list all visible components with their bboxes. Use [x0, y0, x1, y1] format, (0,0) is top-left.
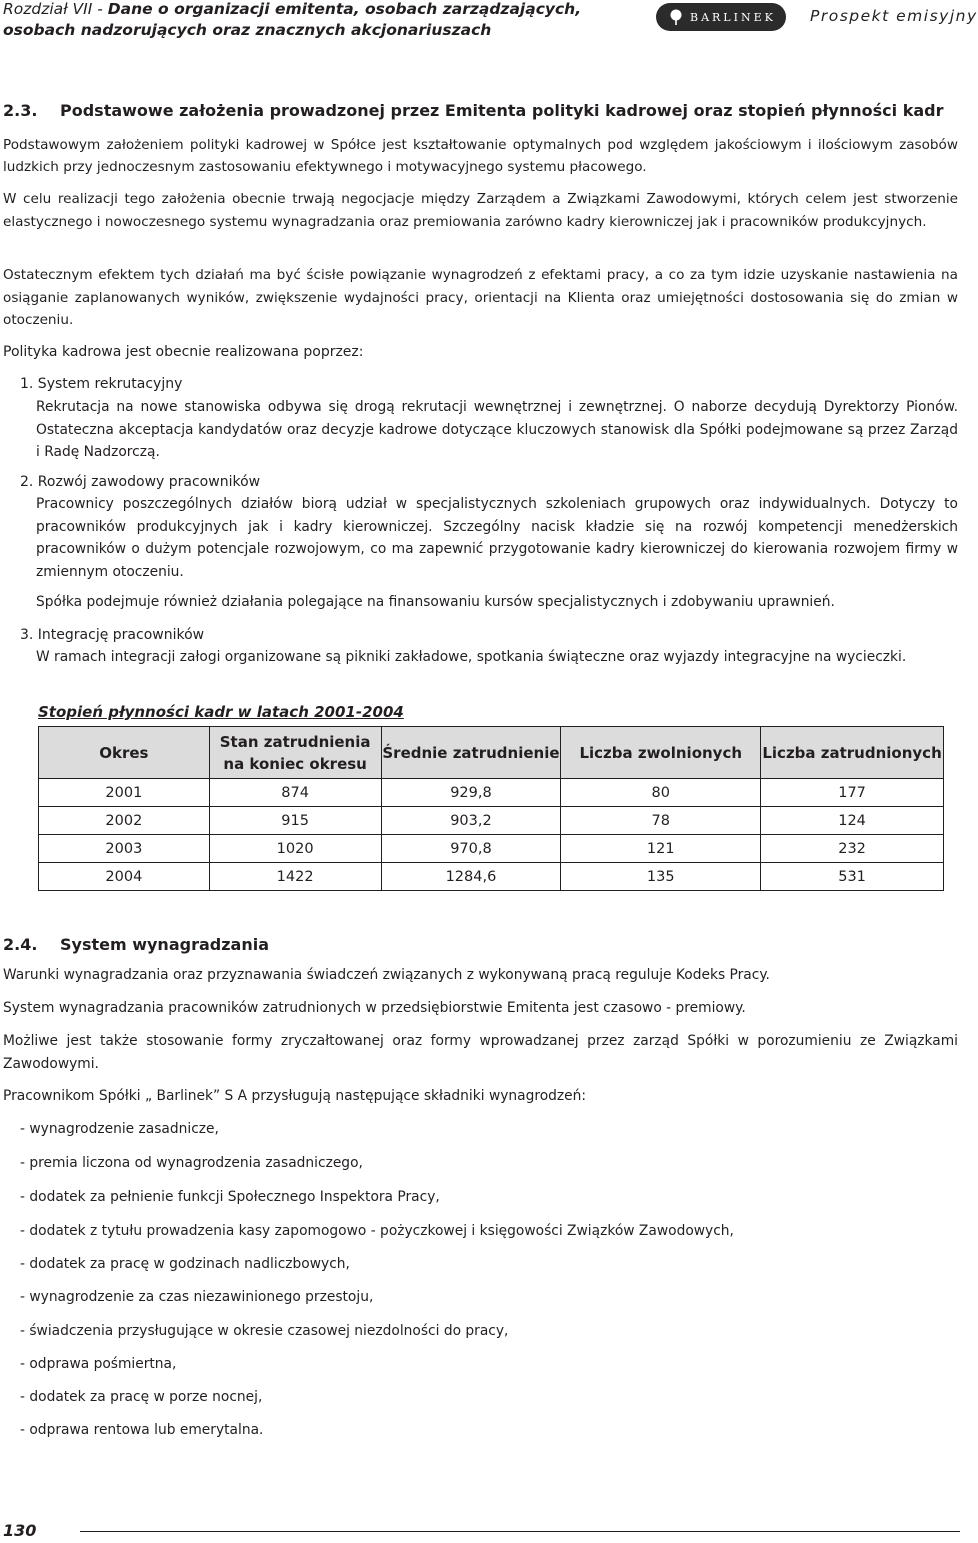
footer-divider — [80, 1531, 960, 1532]
table-row — [39, 779, 944, 807]
page-header — [0, 0, 978, 46]
paragraph: Warunki wynagradzania oraz przyznawania świadczeń związanych z wykonywaną pracą reguluje Kodeks Pracy. — [3, 967, 770, 983]
table-cell: 1284,6 — [381, 863, 561, 891]
list-item: - wynagrodzenie za czas niezawinionego przestoju, — [20, 1289, 374, 1305]
list-item: - dodatek za pracę w godzinach nadliczbowych, — [20, 1256, 350, 1272]
table-cell: 135 — [561, 863, 761, 891]
paragraph: Możliwe jest także stosowanie formy zryczałtowanej oraz formy wprowadzanej przez zarząd Spółki w porozumieniu ze Związkami Zawodowymi. — [3, 1033, 958, 1072]
section-number: 2.4. — [3, 935, 38, 954]
paragraph: Ostatecznym efektem tych działań ma być ścisłe powiązanie wynagrodzeń z efektami pracy, a co za tym idzie uzyskanie nastawienia na osiąganie zaplanowanych wyników, zwiększenie wydajności pracy, orientacji na Klienta oraz umiejętności dostosowania się do zmian w otoczeniu. — [3, 267, 958, 328]
section-title: System wynagradzania — [60, 935, 269, 954]
section-heading-2-4 — [3, 935, 269, 954]
chapter-title-line2: osobach nadzorujących oraz znacznych akcjonariuszach — [3, 21, 492, 39]
table-cell: 80 — [561, 779, 761, 807]
paragraph: Pracownicy poszczególnych działów biorą udział w specjalistycznych szkoleniach grupowych oraz indywidualnych. Dotyczy to pracowników produkcyjnych jak i kadry kierowniczej. Szczególny nacisk kładzie się na rozwój kompetencji menedżerskich pracowników o dużym potencjale rozwojowym, co ma zapewnić przygotowanie kadry kierowniczej do kierowania rozwojem firmy w zmiennym otoczeniu. — [36, 496, 958, 580]
paragraph: Spółka podejmuje również działania polegające na finansowaniu kursów specjalistycznych i zdobywaniu uprawnień. — [36, 594, 835, 610]
column-header: Liczba zwolnionych — [561, 727, 761, 779]
table-cell: 121 — [561, 835, 761, 863]
list-item-title: 3. Integrację pracowników — [20, 627, 205, 643]
section-heading-2-3 — [3, 101, 960, 120]
list-item: - świadczenia przysługujące w okresie czasowej niezdolności do pracy, — [20, 1323, 509, 1339]
table-row — [39, 807, 944, 835]
table-cell: 124 — [761, 807, 944, 835]
column-header: Liczba zatrudnionych — [761, 727, 944, 779]
table-cell: 903,2 — [381, 807, 561, 835]
paragraph: Polityka kadrowa jest obecnie realizowana poprzez: — [3, 344, 364, 360]
column-header: Stan zatrudnienia na koniec okresu — [209, 727, 381, 779]
page-number: 130 — [3, 1521, 37, 1540]
chapter-title — [3, 0, 581, 41]
list-item: - odprawa pośmiertna, — [20, 1356, 177, 1372]
paragraph: System wynagradzania pracowników zatrudnionych w przedsiębiorstwie Emitenta jest czasowo - premiowy. — [3, 1000, 746, 1016]
table-cell: 232 — [761, 835, 944, 863]
list-item: - dodatek z tytułu prowadzenia kasy zapomogowo - pożyczkowej i księgowości Związków Zawodowych, — [20, 1223, 734, 1239]
table-cell: 2003 — [39, 835, 210, 863]
table-cell: 1422 — [209, 863, 381, 891]
table-cell: 929,8 — [381, 779, 561, 807]
section-number: 2.3. — [3, 101, 38, 120]
paragraph: Rekrutacja na nowe stanowiska odbywa się drogą rekrutacji wewnętrznej i zewnętrznej. O naborze decydują Dyrektorzy Pionów. Ostateczna akceptacja kandydatów oraz decyzje kadrowe dotyczące kluczowych stanowisk dla Spółki podejmowane są przez Zarząd i Radę Nadzorczą. — [36, 399, 958, 460]
table-cell: 970,8 — [381, 835, 561, 863]
table-cell: 2001 — [39, 779, 210, 807]
barlinek-logo — [656, 3, 786, 31]
list-item: - premia liczona od wynagrodzenia zasadniczego, — [20, 1155, 363, 1171]
table-cell: 915 — [209, 807, 381, 835]
logo-text: BARLINEK — [690, 10, 776, 24]
paragraph: Podstawowym założeniem polityki kadrowej w Spółce jest kształtowanie optymalnych pod względem jakościowym i ilościowym zasobów ludzkich przy jednoczesnym zastosowaniu efektywnego i motywacyjnego systemu płacowego. — [3, 137, 958, 175]
staff-turnover-table — [38, 726, 944, 891]
chapter-title-line1: Dane o organizacji emitenta, osobach zarządzających, — [107, 0, 582, 18]
list-item: - dodatek za pracę w porze nocnej, — [20, 1389, 263, 1405]
table-cell: 2004 — [39, 863, 210, 891]
list-item: - wynagrodzenie zasadnicze, — [20, 1121, 219, 1137]
document-type: Prospekt emisyjny — [810, 7, 978, 25]
table-cell: 874 — [209, 779, 381, 807]
list-item-title: 1. System rekrutacyjny — [20, 376, 183, 392]
column-header: Średnie zatrudnienie — [381, 727, 561, 779]
chapter-prefix: Rozdział VII - — [3, 0, 108, 18]
table-cell: 531 — [761, 863, 944, 891]
remuneration-components-list — [20, 1118, 950, 1452]
table-header-row — [39, 727, 944, 779]
table-cell: 78 — [561, 807, 761, 835]
table-cell: 177 — [761, 779, 944, 807]
table-cell: 2002 — [39, 807, 210, 835]
list-item: - dodatek za pełnienie funkcji Społecznego Inspektora Pracy, — [20, 1189, 440, 1205]
paragraph: W ramach integracji załogi organizowane są pikniki zakładowe, spotkania świąteczne oraz wyjazdy integracyjne na wycieczki. — [36, 649, 907, 665]
list-item-title: 2. Rozwój zawodowy pracowników — [20, 474, 261, 490]
paragraph: Pracownikom Spółki „ Barlinek” S A przysługują następujące składniki wynagrodzeń: — [3, 1088, 587, 1104]
table-row — [39, 863, 944, 891]
column-header: Okres — [39, 727, 210, 779]
table-caption: Stopień płynności kadr w latach 2001-2004 — [38, 703, 404, 721]
tree-icon — [668, 9, 684, 25]
table-row — [39, 835, 944, 863]
table-cell: 1020 — [209, 835, 381, 863]
section-title: Podstawowe założenia prowadzonej przez Emitenta polityki kadrowej oraz stopień płynności kadr — [60, 101, 944, 120]
list-item: - odprawa rentowa lub emerytalna. — [20, 1422, 264, 1438]
paragraph: W celu realizacji tego założenia obecnie trwają negocjacje między Zarządem a Związkami Zawodowymi, których celem jest stworzenie elastycznego i nowoczesnego systemu wynagradzania oraz premiowania zarówno kadry kierowniczej jak i pracowników produkcyjnych. — [3, 191, 958, 230]
